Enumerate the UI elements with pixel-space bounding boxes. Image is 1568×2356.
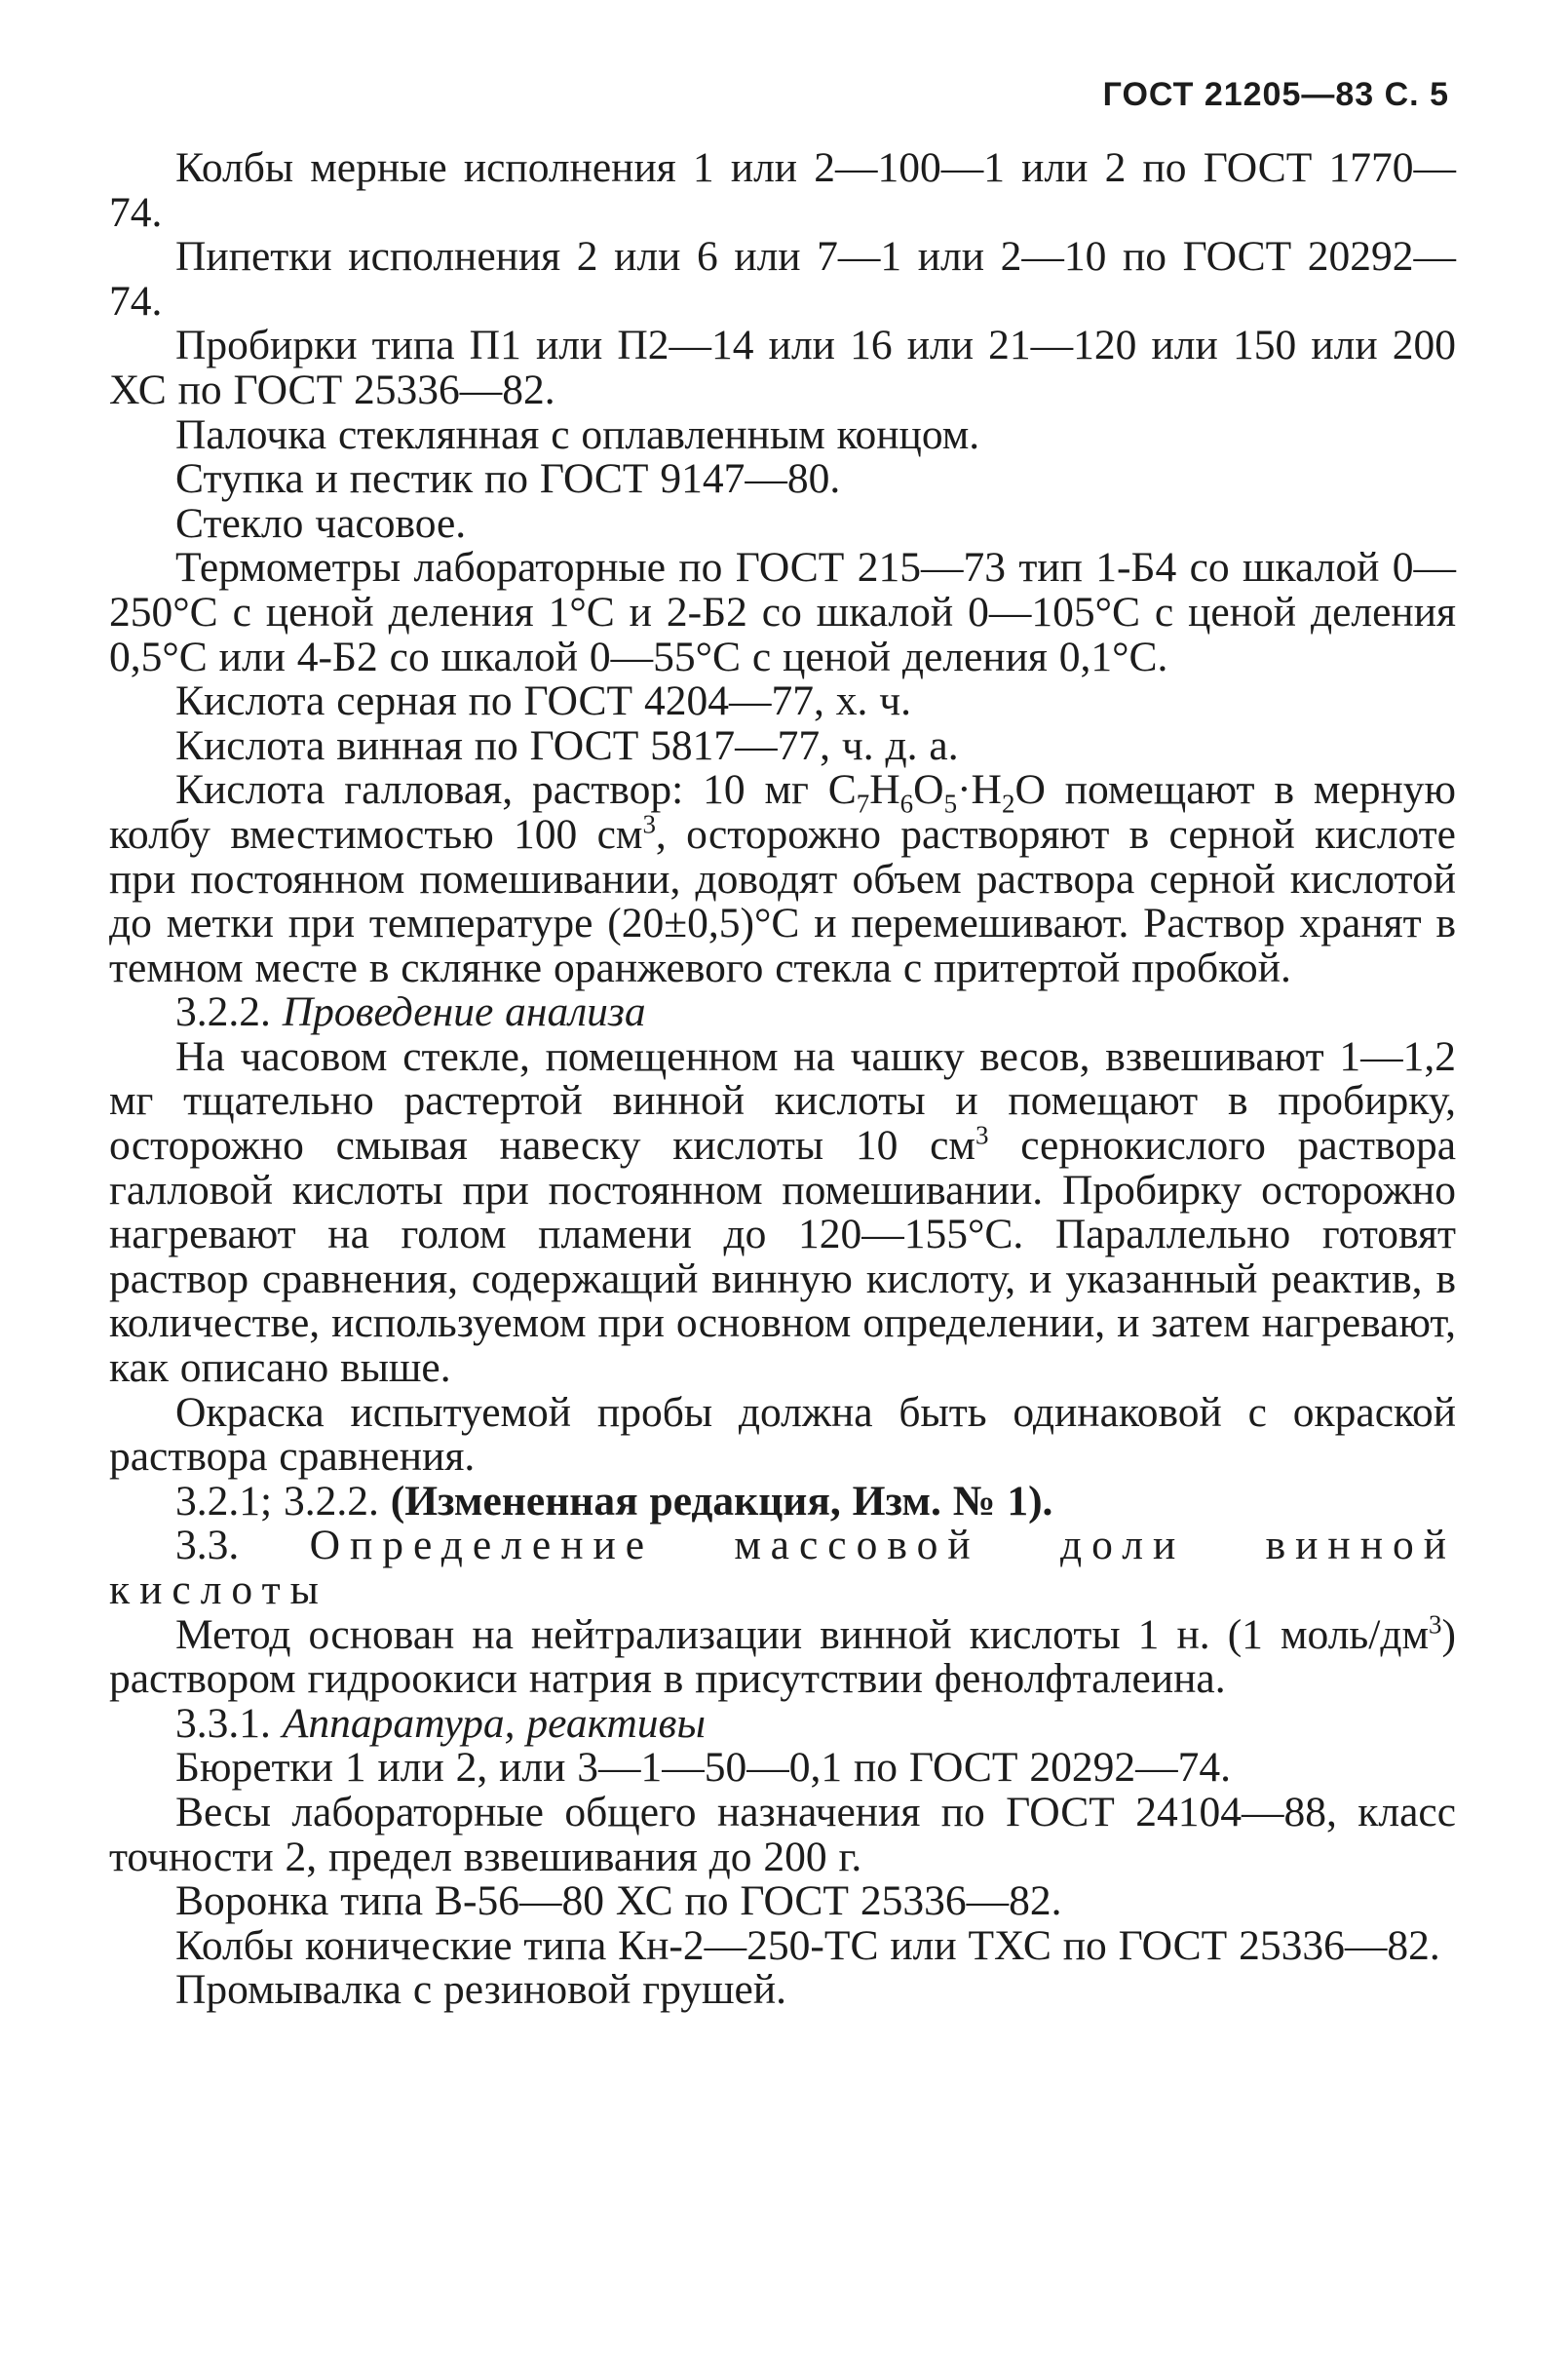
paragraph-tartaric-acid: Кислота винная по ГОСТ 5817—77, ч. д. а. [175,721,959,769]
paragraph-thermometers: Термометры лабораторные по ГОСТ 215—73 тип 1-Б4 со шкалой 0—250°С с ценой деления 1°С и 2-Б2 со шкалой 0—105°С с ценой деления 0,5°С или 4-Б2 со шкалой 0—55°С с ценой деления 0,1°С. [109,544,1456,680]
amendment-note [109,1477,1456,1525]
section-title: Аппаратура, реактивы [282,1699,706,1747]
paragraph-sulfuric-acid: Кислота серная по ГОСТ 4204—77, х. ч. [175,677,911,725]
paragraph-method [109,1609,1456,1703]
section-3-2-2-heading [109,990,1456,1035]
paragraph-scales: Весы лабораторные общего назначения по ГОСТ 24104—88, класс точности 2, предел взвешивания до 200 г. [109,1788,1456,1880]
analysis-text-a: На часовом стекле, помещенном на чашку весов, взвешивают 1—1,2 мг тщательно растертой винной кислоты и помещают в пробирку, осторожно смывая навеску кислоты 10 см [109,1032,1456,1170]
page-header: ГОСТ 21205—83 С. 5 [1102,76,1449,113]
paragraph-funnel: Воронка типа В-56—80 ХС по ГОСТ 25336—82. [175,1877,1062,1925]
paragraph-glass-rod: Палочка стеклянная с оплавленным концом. [175,410,980,458]
section-title: Проведение анализа [282,988,646,1036]
section-number: 3.3.1. [175,1699,283,1747]
superscript: 3 [1429,1609,1442,1640]
formula-part: O [1014,766,1046,814]
formula-part: H [869,766,900,814]
paragraph-mortar: Ступка и пестик по ГОСТ 9147—80. [175,455,841,503]
paragraph-pipettes: Пипетки исполнения 2 или 6 или 7—1 или 2—10 по ГОСТ 20292—74. [109,233,1456,325]
paragraph-flasks-volumetric: Колбы мерные исполнения 1 или 2—100—1 или 2 по ГОСТ 1770—74. [109,144,1456,236]
gallic-rest: , осторожно растворяют в серной кислоте при постоянном помешивании, доводят объем раствора серной кислотой до метки при температуре (20±0,5)°С и перемешивают. Раствор хранят в темном месте в склянке оранжевого стекла с притертой пробкой. [109,810,1456,991]
paragraph-coloring: Окраска испытуемой пробы должна быть одинаковой с окраской раствора сравнения. [109,1388,1456,1481]
method-text-a: Метод основан на нейтрализации винной кислоты 1 н. (1 моль/дм [175,1610,1430,1658]
formula-subscript: 5 [943,790,958,819]
section-3-3-heading [109,1524,1456,1612]
analysis-text-b: сернокислого раствора галловой кислоты при постоянном помешивании. Пробирку осторожно нагревают на голом пламени до 120—155°С. Параллельно готовят раствор сравнения, содержащий винную кислоту, и указанный реактив, в количестве, используемом при основном определении, и затем нагревают, как описано выше. [109,1122,1456,1392]
formula-part: ·H [957,766,1002,814]
paragraph-analysis [109,1032,1456,1392]
amendment-text: (Измененная редакция, Изм. № 1). [390,1477,1053,1525]
section-title: Определение массовой доли винной кислоты [109,1522,1456,1613]
paragraph-flasks-conical: Колбы конические типа Кн-2—250-ТС или ТХС по ГОСТ 25336—82. [175,1921,1440,1969]
method-text-b: ) раствором гидроокиси натрия в присутствии фенолфталеина. [109,1610,1456,1703]
paragraph-test-tubes: Пробирки типа П1 или П2—14 или 16 или 21—120 или 150 или 200 ХС по ГОСТ 25336—82. [109,322,1456,413]
section-number: 3.3. [175,1522,310,1569]
formula-subscript: 7 [856,790,870,819]
formula-part: O [913,766,944,814]
superscript: 3 [975,1120,989,1150]
superscript: 3 [642,809,656,839]
formula-subscript: 2 [1001,790,1015,819]
paragraph-wash-bottle: Промывалка с резиновой грушей. [175,1966,786,2014]
formula-subscript: 6 [899,790,914,819]
page-content [109,146,1456,2013]
gallic-lead: Кислота галловая, раствор: 10 мг C [175,766,857,814]
section-3-3-1-heading [109,1699,1456,1747]
section-number: 3.2.2. [175,988,283,1036]
paragraph-gallic-acid-solution [109,768,1456,990]
amendment-refs: 3.2.1; 3.2.2. [175,1477,391,1525]
paragraph-watch-glass: Стекло часовое. [175,499,467,547]
paragraph-burettes: Бюретки 1 или 2, или 3—1—50—0,1 по ГОСТ 20292—74. [175,1744,1231,1792]
gallic-tail: помещают в мерную колбу вместимостью 100 см [109,766,1456,858]
